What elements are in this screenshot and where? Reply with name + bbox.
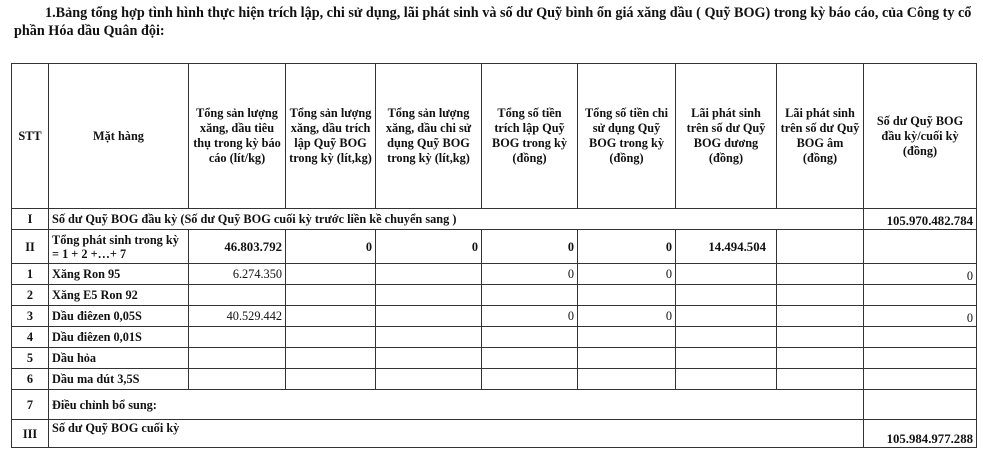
allocated-amount-cell — [482, 369, 578, 390]
product-name: Xăng Ron 95 — [49, 264, 189, 285]
col-header-sold-volume: Tổng sản lượng xăng, dầu tiêu thụ trong kỳ báo cáo (lít/kg) — [189, 64, 286, 209]
stt-cell: II — [12, 230, 49, 264]
interest-negative-cell — [777, 306, 864, 327]
adjustment-label: Điều chỉnh bổ sung: — [49, 390, 864, 420]
row-closing-balance — [12, 420, 977, 448]
used-amount-cell: 0 — [578, 264, 676, 285]
stt-cell: 4 — [12, 327, 49, 348]
used-amount-cell — [578, 369, 676, 390]
interest-negative-cell — [777, 327, 864, 348]
sold-volume-cell: 6.274.350 — [189, 264, 286, 285]
col-header-allocated-volume: Tổng sản lượng xăng, dầu trích lập Quỹ BOG trong kỳ (lít,kg) — [286, 64, 376, 209]
header-row — [12, 64, 977, 209]
allocated-amount-cell — [482, 285, 578, 306]
interest-positive-cell — [676, 285, 777, 306]
allocated-volume-cell — [286, 348, 376, 369]
interest-positive-cell — [676, 348, 777, 369]
balance-cell — [864, 348, 977, 369]
used-volume-cell — [376, 327, 482, 348]
balance-cell — [864, 369, 977, 390]
total-sold-volume: 46.803.792 — [189, 230, 286, 264]
total-used-volume: 0 — [376, 230, 482, 264]
stt-cell: I — [12, 209, 49, 230]
used-amount-cell: 0 — [578, 306, 676, 327]
interest-negative-cell — [777, 348, 864, 369]
used-volume-cell — [376, 369, 482, 390]
col-header-balance: Số dư Quỹ BOG đầu kỳ/cuối kỳ (đồng) — [864, 64, 977, 209]
used-volume-cell — [376, 264, 482, 285]
row-adjustment — [12, 390, 977, 420]
total-used-amount: 0 — [578, 230, 676, 264]
sold-volume-cell — [189, 369, 286, 390]
total-allocated-volume: 0 — [286, 230, 376, 264]
total-interest-positive: 14.494.504 — [676, 230, 777, 264]
row-total — [12, 230, 977, 264]
stt-cell: 5 — [12, 348, 49, 369]
stt-cell: 6 — [12, 369, 49, 390]
balance-cell: 0 — [864, 306, 977, 327]
interest-positive-cell — [676, 369, 777, 390]
report-heading: 1.Bảng tổng hợp tình hình thực hiện trích lập, chi sử dụng, lãi phát sinh và số dư Quỹ bình ổn giá xăng dầu ( Quỹ BOG) trong kỳ báo cáo, của Công ty cổ phần Hóa dầu Quân đội: — [14, 5, 972, 39]
item-row — [12, 348, 977, 369]
product-name: Xăng E5 Ron 92 — [49, 285, 189, 306]
sold-volume-cell — [189, 348, 286, 369]
total-interest-negative — [777, 230, 864, 264]
total-allocated-amount: 0 — [482, 230, 578, 264]
item-row — [12, 306, 977, 327]
interest-positive-cell — [676, 327, 777, 348]
product-name: Dầu hỏa — [49, 348, 189, 369]
used-amount-cell — [578, 348, 676, 369]
opening-balance-value: 105.970.482.784 — [864, 209, 977, 230]
used-volume-cell — [376, 285, 482, 306]
interest-negative-cell — [777, 285, 864, 306]
col-header-interest-positive: Lãi phát sinh trên số dư Quỹ BOG dương (đồng) — [676, 64, 777, 209]
col-header-used-amount: Tổng số tiền chi sử dụng Quỹ BOG trong kỳ (đồng) — [578, 64, 676, 209]
adjustment-balance — [864, 390, 977, 420]
col-header-product: Mặt hàng — [49, 64, 189, 209]
allocated-volume-cell — [286, 306, 376, 327]
balance-cell — [864, 327, 977, 348]
interest-negative-cell — [777, 369, 864, 390]
balance-cell — [864, 285, 977, 306]
allocated-amount-cell — [482, 327, 578, 348]
allocated-volume-cell — [286, 264, 376, 285]
stt-cell: III — [12, 420, 49, 448]
product-name: Dầu ma dút 3,5S — [49, 369, 189, 390]
interest-negative-cell — [777, 264, 864, 285]
stt-cell: 3 — [12, 306, 49, 327]
allocated-volume-cell — [286, 369, 376, 390]
item-row — [12, 285, 977, 306]
row-opening-balance — [12, 209, 977, 230]
col-header-interest-negative: Lãi phát sinh trên số dư Quỹ BOG âm (đồng) — [777, 64, 864, 209]
product-name: Dầu điêzen 0,05S — [49, 306, 189, 327]
balance-cell: 0 — [864, 264, 977, 285]
col-header-allocated-amount: Tổng số tiền trích lập Quỹ BOG trong kỳ (đồng) — [482, 64, 578, 209]
sold-volume-cell — [189, 285, 286, 306]
col-header-used-volume: Tổng sản lượng xăng, dầu chi sử dụng Quỹ BOG trong kỳ (lít,kg) — [376, 64, 482, 209]
closing-balance-label: Số dư Quỹ BOG cuối kỳ — [49, 420, 864, 448]
opening-balance-label: Số dư Quỹ BOG đầu kỳ (Số dư Quỹ BOG cuối kỳ trước liền kề chuyển sang ) — [49, 209, 864, 230]
allocated-volume-cell — [286, 285, 376, 306]
total-balance — [864, 230, 977, 264]
allocated-amount-cell — [482, 348, 578, 369]
closing-balance-value: 105.984.977.288 — [864, 420, 977, 448]
item-row — [12, 327, 977, 348]
stt-cell: 7 — [12, 390, 49, 420]
item-row — [12, 369, 977, 390]
stt-cell: 2 — [12, 285, 49, 306]
sold-volume-cell — [189, 327, 286, 348]
used-volume-cell — [376, 348, 482, 369]
sold-volume-cell: 40.529.442 — [189, 306, 286, 327]
interest-positive-cell — [676, 264, 777, 285]
used-volume-cell — [376, 306, 482, 327]
item-row — [12, 264, 977, 285]
used-amount-cell — [578, 285, 676, 306]
allocated-amount-cell: 0 — [482, 264, 578, 285]
col-header-stt: STT — [12, 64, 49, 209]
total-label: Tổng phát sinh trong kỳ = 1 + 2 +…+ 7 — [49, 230, 189, 264]
product-name: Dầu điêzen 0,01S — [49, 327, 189, 348]
stt-cell: 1 — [12, 264, 49, 285]
used-amount-cell — [578, 327, 676, 348]
allocated-amount-cell: 0 — [482, 306, 578, 327]
bog-fund-table — [11, 63, 977, 448]
allocated-volume-cell — [286, 327, 376, 348]
interest-positive-cell — [676, 306, 777, 327]
